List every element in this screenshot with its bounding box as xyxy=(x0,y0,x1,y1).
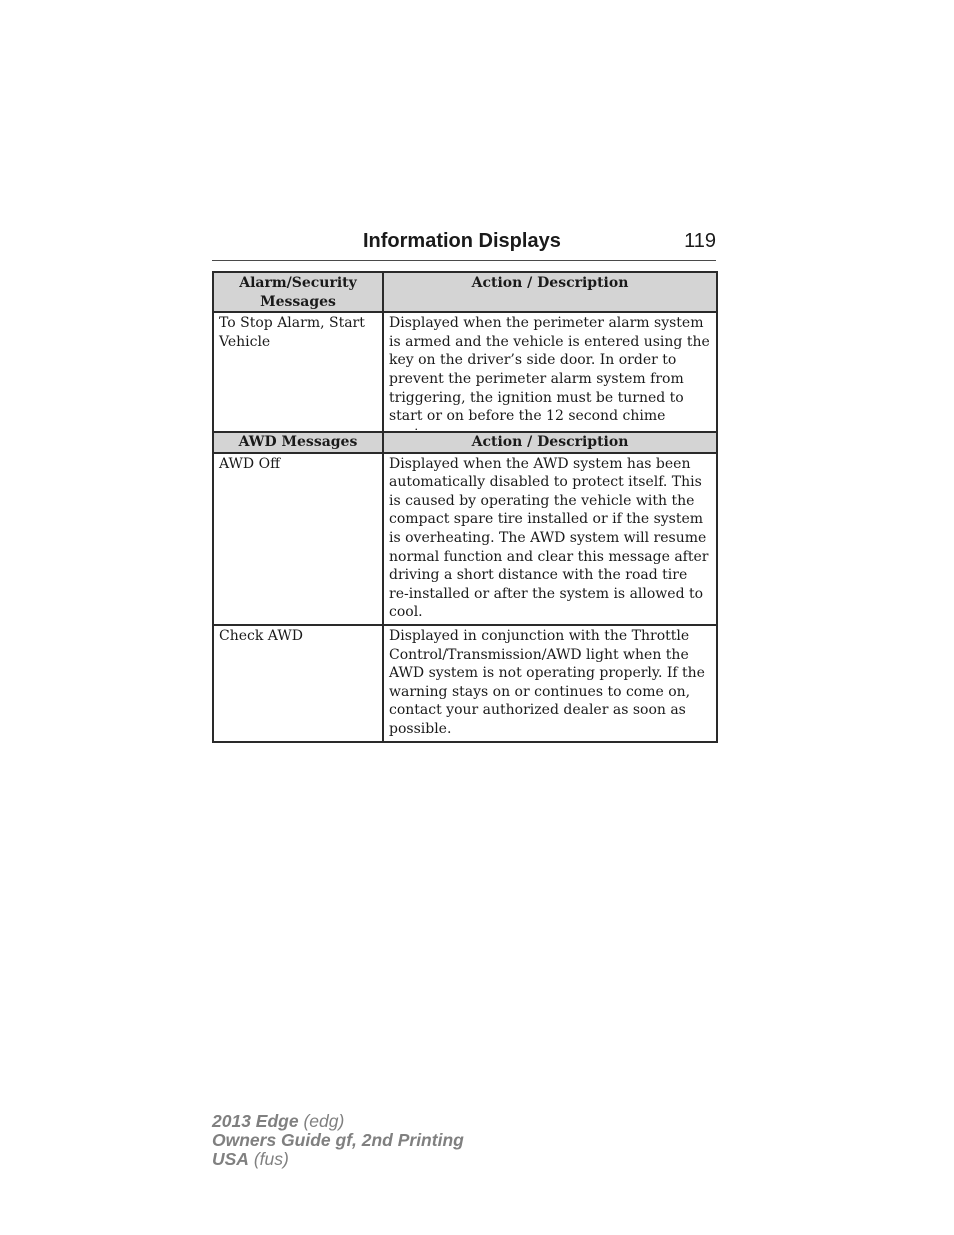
footer-region: USA xyxy=(212,1149,249,1169)
footer-line-model xyxy=(212,1112,464,1131)
column-header-message: AWD Messages xyxy=(213,432,383,453)
table-row xyxy=(213,312,717,447)
column-header-description: Action / Description xyxy=(383,272,717,312)
page-header xyxy=(212,229,716,261)
section-title: Information Displays xyxy=(363,230,561,252)
table-row xyxy=(213,453,717,625)
footer-guide: Owners Guide gf, 2nd Printing xyxy=(212,1130,464,1150)
table-row xyxy=(213,625,717,742)
description-cell: Displayed when the perimeter alarm system is armed and the vehicle is entered using the key on the driver’s side door. In order to prevent the perimeter alarm system from triggering, the ignition must be turned to start or on before the 12 second chime xyxy=(383,312,717,447)
message-cell: AWD Off xyxy=(213,453,383,625)
column-header-message: Alarm/Security Messages xyxy=(213,272,383,312)
awd-messages-table xyxy=(212,431,718,743)
footer-model-code: (edg) xyxy=(303,1111,345,1131)
page-number: 119 xyxy=(684,230,716,252)
page-footer xyxy=(212,1112,464,1169)
alarm-security-messages-table xyxy=(212,271,718,448)
footer-model: 2013 Edge xyxy=(212,1111,299,1131)
column-header-description: Action / Description xyxy=(383,432,717,453)
footer-line-guide xyxy=(212,1131,464,1150)
table-header-row xyxy=(213,272,717,312)
footer-line-region xyxy=(212,1150,464,1169)
description-cell: Displayed when the AWD system has been automatically disabled to protect itself. This is caused by operating the vehicle with the compact spare tire installed or if the system is overheating. The AWD system will resume normal function and clear this message after driving a short distance with the road tire re-installed or after the system is allowed to cool. xyxy=(383,453,717,625)
footer-region-code: (fus) xyxy=(253,1149,289,1169)
description-cell: Displayed in conjunction with the Throttle Control/Transmission/AWD light when the AWD system is not operating properly. If the warning stays on or continues to come on, contact your authorized dealer as soon as possible. xyxy=(383,625,717,742)
message-cell: To Stop Alarm, Start Vehicle xyxy=(213,312,383,447)
message-cell: Check AWD xyxy=(213,625,383,742)
table-header-row xyxy=(213,432,717,453)
